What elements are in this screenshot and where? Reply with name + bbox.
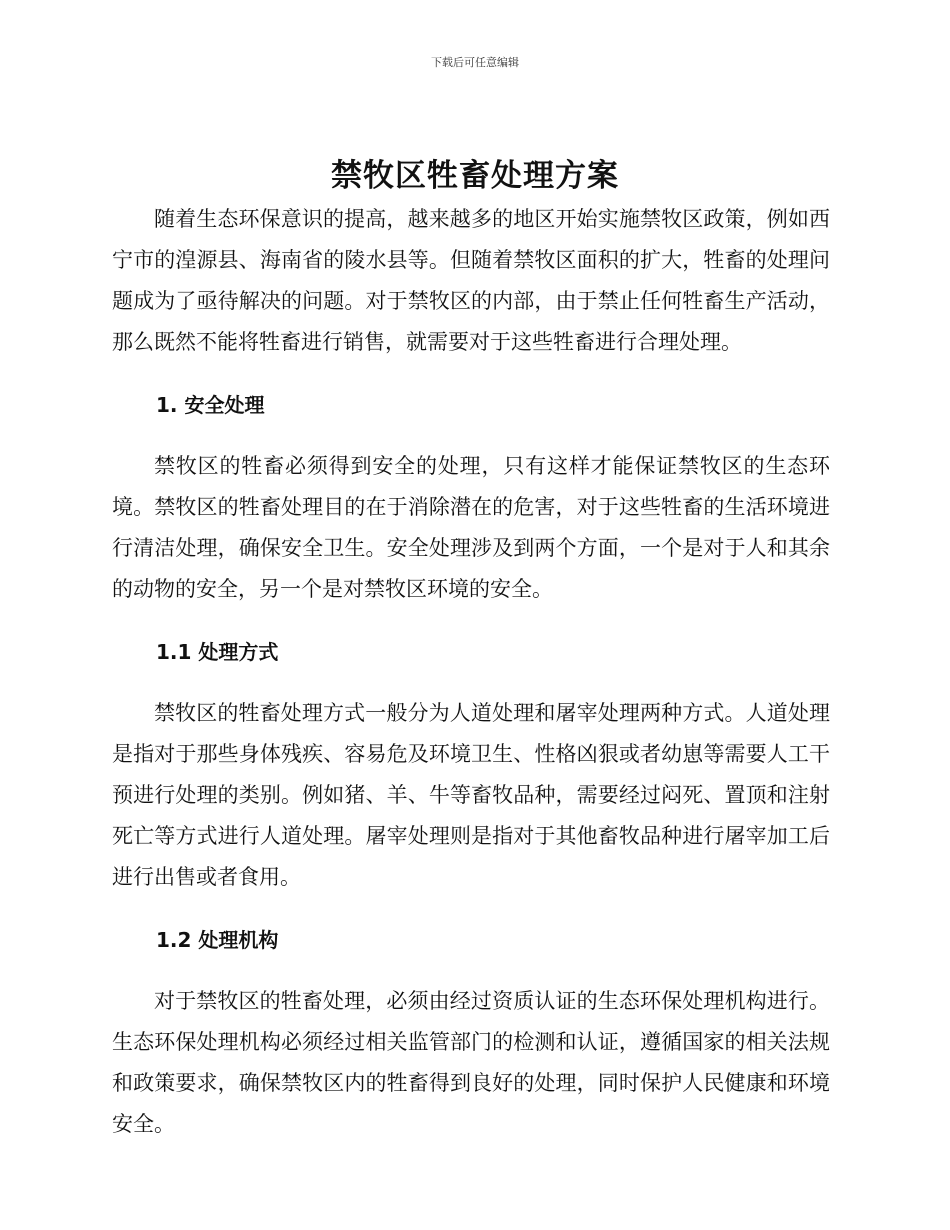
section-heading-handling-methods: 1.1 处理方式 — [156, 640, 279, 664]
safe-handling-paragraph: 禁牧区的牲畜必须得到安全的处理，只有这样才能保证禁牧区的生态环境。禁牧区的牲畜处理目的在于消除潜在的危害，对于这些牲畜的生活环境进行清洁处理，确保安全卫生。安全处理涉及到两个方面，一个是对于人和其余的动物的安全，另一个是对禁牧区环境的安全。 — [112, 454, 830, 601]
header-note: 下载后可任意编辑 — [431, 56, 519, 69]
section-heading-handling-agencies: 1.2 处理机构 — [156, 928, 279, 952]
document-body — [112, 199, 830, 1145]
section-heading-safe-handling: 1. 安全处理 — [156, 393, 265, 417]
document-title: 禁牧区牲畜处理方案 — [331, 158, 619, 194]
handling-agencies-paragraph: 对于禁牧区的牲畜处理，必须由经过资质认证的生态环保处理机构进行。生态环保处理机构必须经过相关监管部门的检测和认证，遵循国家的相关法规和政策要求，确保禁牧区内的牲畜得到良好的处理，同时保护人民健康和环境安全。 — [112, 989, 830, 1136]
handling-methods-paragraph: 禁牧区的牲畜处理方式一般分为人道处理和屠宰处理两种方式。人道处理是指对于那些身体残疾、容易危及环境卫生、性格凶狠或者幼崽等需要人工干预进行处理的类别。例如猪、羊、牛等畜牧品种，需要经过闷死、置顶和注射死亡等方式进行人道处理。屠宰处理则是指对于其他畜牧品种进行屠宰加工后进行出售或者食用。 — [112, 701, 830, 889]
intro-paragraph: 随着生态环保意识的提高，越来越多的地区开始实施禁牧区政策，例如西宁市的湟源县、海南省的陵水县等。但随着禁牧区面积的扩大，牲畜的处理问题成为了亟待解决的问题。对于禁牧区的内部，由于禁止任何牲畜生产活动，那么既然不能将牲畜进行销售，就需要对于这些牲畜进行合理处理。 — [112, 207, 830, 354]
